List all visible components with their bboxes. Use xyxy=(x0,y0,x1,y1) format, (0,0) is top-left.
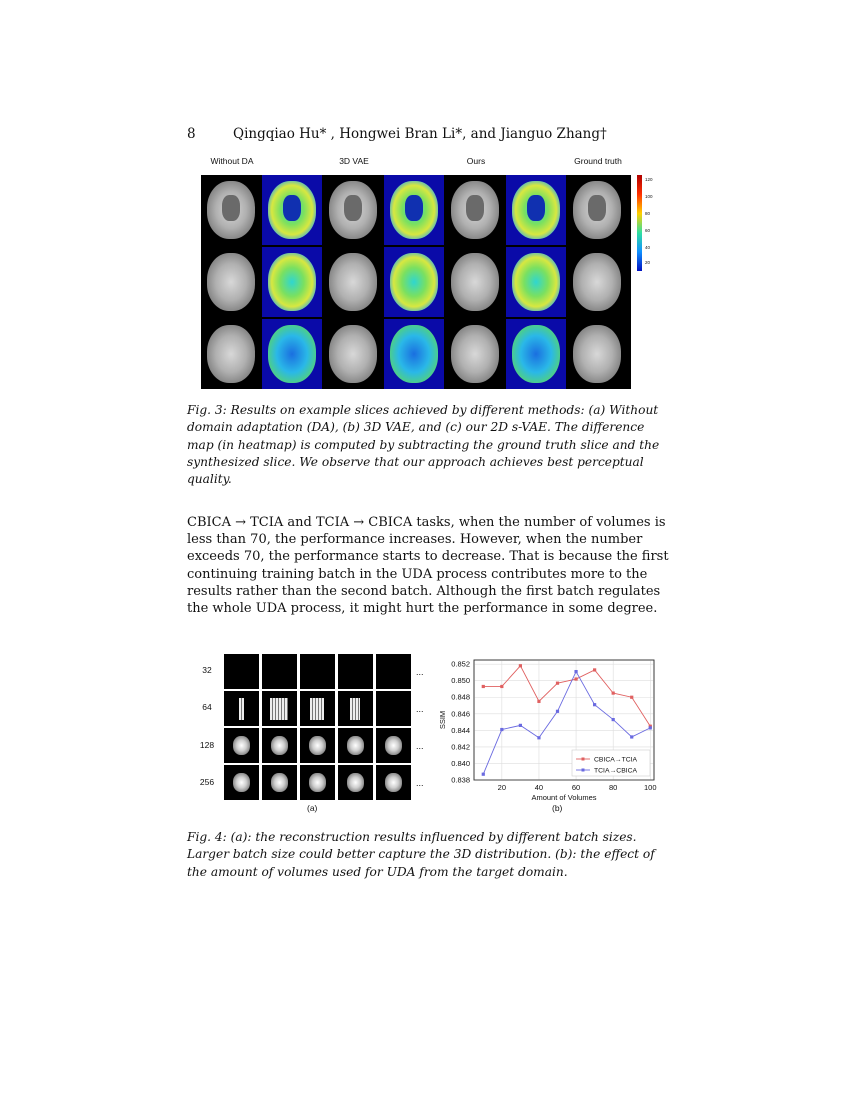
figure-3-caption: Fig. 3: Results on example slices achieved by different methods: (a) Without domain adaptation (DA), (b) 3D VAE, and (c) our 2D s-VAE. The difference map (in heatmap) is computed by subtracting the ground truth slice and the synthesized slice. We observe that our approach achieves best perceptual quality. xyxy=(187,403,660,487)
column-header-ground-truth: Ground truth xyxy=(574,156,622,166)
y-tick-label: 0.852 xyxy=(451,659,470,669)
reconstruction-tile xyxy=(376,765,411,800)
reconstruction-tile xyxy=(262,728,297,763)
colorbar-tick: 20 xyxy=(645,260,651,265)
data-point xyxy=(574,670,577,673)
data-point xyxy=(556,710,559,713)
x-tick-label: 60 xyxy=(571,783,581,792)
reconstruction-tile xyxy=(224,728,259,763)
colorbar-tick: 40 xyxy=(645,245,651,250)
batch-size-label: 32 xyxy=(202,665,212,675)
difference-heatmap xyxy=(384,319,444,389)
legend-label: CBICA→TCIA xyxy=(594,756,638,764)
difference-heatmap xyxy=(262,247,322,317)
column-header-without-da: Without DA xyxy=(210,156,254,166)
heatmap-colorbar xyxy=(637,175,642,271)
reconstruction-tile xyxy=(224,654,259,689)
reconstruction-tile xyxy=(300,765,335,800)
subfigure-label-b: (b) xyxy=(552,803,563,813)
difference-heatmap xyxy=(262,319,322,389)
slice-image xyxy=(201,175,261,245)
legend-label: TCIA→CBICA xyxy=(594,767,638,775)
x-tick-label: 80 xyxy=(609,783,618,792)
batch-size-label: 64 xyxy=(202,702,212,712)
data-point xyxy=(593,703,596,706)
difference-heatmap xyxy=(384,247,444,317)
ssim-line-chart xyxy=(432,652,662,817)
column-header-ours: Ours xyxy=(466,156,486,166)
reconstruction-tile xyxy=(262,654,297,689)
slice-image xyxy=(445,319,505,389)
author-line: Qingqiao Hu* , Hongwei Bran Li*, and Jianguo Zhang† xyxy=(233,126,607,142)
data-point xyxy=(519,724,522,727)
reconstruction-tile xyxy=(338,728,373,763)
reconstruction-tile xyxy=(262,691,297,726)
brain-slice-grid xyxy=(201,175,631,389)
x-tick-label: 40 xyxy=(534,783,544,792)
data-point xyxy=(482,773,485,776)
ellipsis: ... xyxy=(416,704,424,714)
figure-4-caption: Fig. 4: (a): the reconstruction results influenced by different batch sizes. Larger batch size could better capture the 3D distribution. (b): the effect of the amount of volumes used for UDA from the target domain. xyxy=(187,830,655,879)
reconstruction-tile xyxy=(300,691,335,726)
x-tick-label: 100 xyxy=(644,783,657,792)
reconstruction-tile xyxy=(376,654,411,689)
data-point xyxy=(537,736,540,739)
y-tick-label: 0.842 xyxy=(451,742,470,752)
colorbar-tick: 80 xyxy=(645,211,651,216)
slice-image xyxy=(567,319,627,389)
x-axis-label: Amount of Volumes xyxy=(531,793,597,802)
slice-image xyxy=(201,319,261,389)
difference-heatmap xyxy=(262,175,322,245)
data-point xyxy=(500,728,503,731)
data-point xyxy=(630,735,633,738)
reconstruction-tile xyxy=(338,654,373,689)
data-point xyxy=(649,726,652,729)
batch-size-label: 256 xyxy=(199,777,215,787)
reconstruction-tile xyxy=(224,691,259,726)
slice-image xyxy=(445,175,505,245)
ellipsis: ... xyxy=(416,741,424,751)
legend-marker xyxy=(582,769,585,772)
y-tick-label: 0.850 xyxy=(451,676,470,686)
colorbar-tick: 100 xyxy=(645,194,653,199)
column-header-3d-vae: 3D VAE xyxy=(339,156,369,166)
paragraph-text: CBICA → TCIA and TCIA → CBICA tasks, when the number of volumes is less than 70, the performance increases. However, when the number exceeds 70, the performance starts to decrease. That is because the first continuing training batch in the UDA process contributes more to the results rather than the second batch. Although the first batch regulates the whole UDA process, it might hurt the performance in some degree. xyxy=(187,515,669,617)
difference-heatmap xyxy=(506,175,566,245)
data-point xyxy=(630,696,633,699)
slice-image xyxy=(567,175,627,245)
figure-3 xyxy=(201,156,653,390)
reconstruction-tile xyxy=(224,765,259,800)
y-tick-label: 0.838 xyxy=(451,775,470,785)
slice-image xyxy=(567,247,627,317)
y-tick-label: 0.848 xyxy=(451,692,470,702)
data-point xyxy=(537,700,540,703)
reconstruction-tile xyxy=(338,765,373,800)
y-axis-label: SSIM xyxy=(438,710,447,730)
colorbar-tick: 60 xyxy=(645,228,651,233)
data-point xyxy=(500,685,503,688)
legend-marker xyxy=(582,758,585,761)
reconstruction-tile xyxy=(300,728,335,763)
x-tick-label: 20 xyxy=(497,783,507,792)
y-tick-label: 0.846 xyxy=(451,709,470,719)
body-paragraph xyxy=(187,514,671,617)
data-point xyxy=(519,664,522,667)
slice-image xyxy=(323,175,383,245)
reconstruction-tile xyxy=(300,654,335,689)
data-point xyxy=(482,685,485,688)
slice-image xyxy=(323,247,383,317)
page-header xyxy=(187,126,667,146)
slice-image xyxy=(323,319,383,389)
difference-heatmap xyxy=(506,319,566,389)
ellipsis: ... xyxy=(416,667,424,677)
difference-heatmap xyxy=(506,247,566,317)
slice-image xyxy=(201,247,261,317)
ellipsis: ... xyxy=(416,778,424,788)
slice-image xyxy=(445,247,505,317)
page-number: 8 xyxy=(187,126,196,142)
reconstruction-tile xyxy=(262,765,297,800)
data-point xyxy=(574,677,577,680)
colorbar-tick: 120 xyxy=(645,177,653,182)
y-tick-label: 0.840 xyxy=(451,758,470,768)
reconstruction-tile xyxy=(376,691,411,726)
subfigure-label-a: (a) xyxy=(307,803,318,813)
data-point xyxy=(556,682,559,685)
reconstruction-tile xyxy=(338,691,373,726)
difference-heatmap xyxy=(384,175,444,245)
reconstruction-tile xyxy=(376,728,411,763)
data-point xyxy=(612,718,615,721)
y-tick-label: 0.844 xyxy=(451,725,470,735)
figure-4a xyxy=(196,652,426,817)
data-point xyxy=(593,668,596,671)
batch-size-label: 128 xyxy=(199,740,215,750)
data-point xyxy=(612,692,615,695)
